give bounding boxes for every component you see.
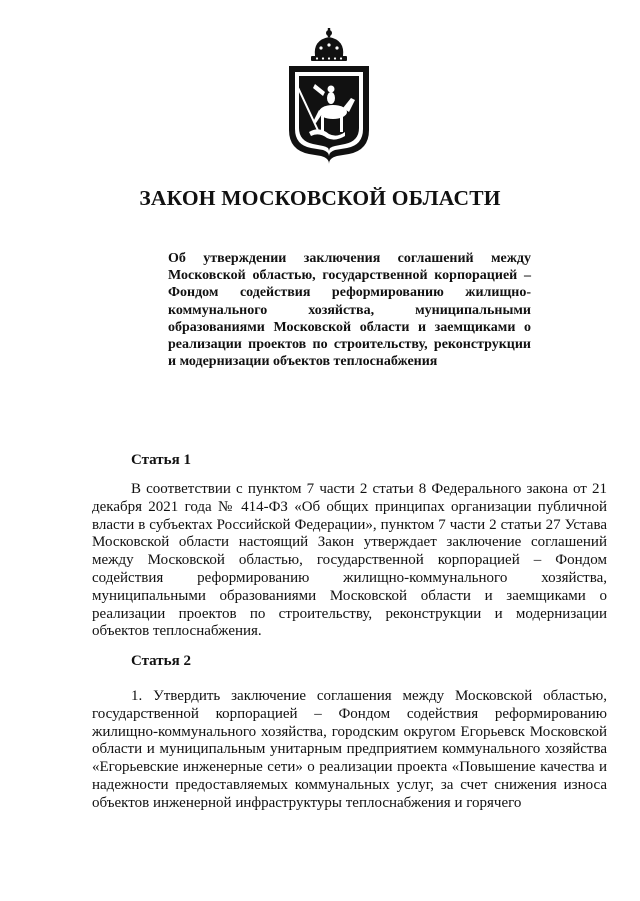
coat-of-arms-icon	[285, 26, 373, 166]
law-title: ЗАКОН МОСКОВСКОЙ ОБЛАСТИ	[139, 186, 501, 210]
article-1-heading: Статья 1	[131, 452, 191, 468]
article-2-heading: Статья 2	[131, 653, 191, 669]
law-subject: Об утверждении заключения соглашений между Московской областью, государственной корпорацией – Фондом содействия реформированию жилищно-коммунального хозяйства, муниципальными образованиями Московской области и заемщиками о реализации проектов по строительству, реконструкции и модернизации объектов теплоснабжения	[168, 251, 531, 370]
article-2-text: 1. Утвердить заключение соглашения между Московской областью, государственной корпорацией – Фондом содействия реформированию жилищно-коммунального хозяйства, городским округом Егорьевск Московской области и муниципальным унитарным предприятием коммунального хозяйства «Егорьевские инженерные сети» о реализации проекта «Повышение качества и надежности предоставляемых коммунальных услуг, за счет снижения износа объектов инженерной инфраструктуры теплоснабжения и горячего	[92, 688, 607, 811]
article-1-text: В соответствии с пунктом 7 части 2 статьи 8 Федерального закона от 21 декабря 2021 года № 414-ФЗ «Об общих принципах организации публичной власти в субъектах Российской Федерации», пунктом 7 части 2 статьи 27 Устава Московской области настоящий Закон утверждает заключение соглашений между Московской областью, государственной корпорацией – Фондом содействия реформированию жилищно-коммунального хозяйства, муниципальными образованиями Московской области и заемщиками о реализации проектов по строительству, реконструкции и модернизации объектов теплоснабжения.	[92, 481, 607, 640]
